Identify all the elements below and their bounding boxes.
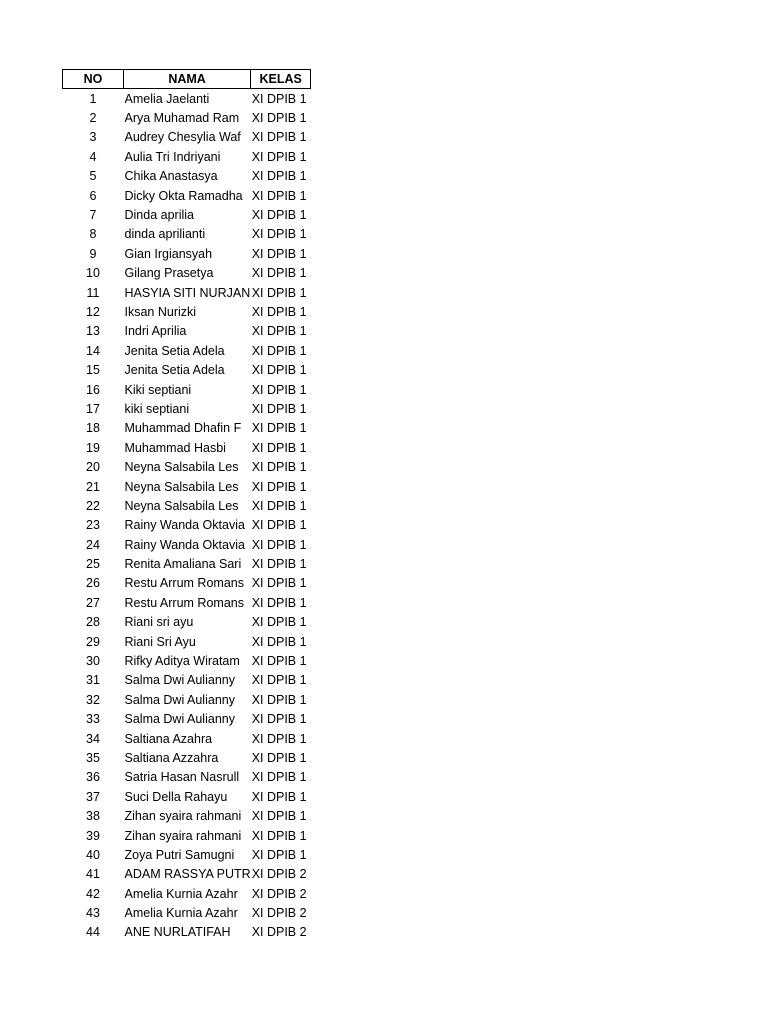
cell-nama: ADAM RASSYA PUTR <box>124 867 251 882</box>
table-row <box>63 671 311 690</box>
table-header-row <box>63 70 311 89</box>
cell-nama: Salma Dwi Aulianny <box>124 712 235 727</box>
cell-nama: Dinda aprilia <box>124 208 194 223</box>
table-row <box>63 302 311 321</box>
cell-no: 28 <box>86 615 100 630</box>
cell-no: 38 <box>86 809 100 824</box>
cell-nama: Indri Aprilia <box>124 324 187 339</box>
cell-no: 1 <box>89 91 97 106</box>
cell-nama: HASYIA SITI NURJAN <box>124 285 251 300</box>
cell-nama: Saltiana Azahra <box>124 731 213 746</box>
table-row <box>63 438 311 457</box>
cell-nama: Neyna Salsabila Les <box>124 479 239 494</box>
student-table <box>62 69 311 942</box>
cell-kelas: XI DPIB 1 <box>251 169 307 184</box>
cell-no: 24 <box>86 537 100 552</box>
cell-nama: Rainy Wanda Oktavia <box>124 518 245 533</box>
table-row <box>63 496 311 515</box>
cell-kelas: XI DPIB 1 <box>251 809 307 824</box>
table-row <box>63 729 311 748</box>
cell-kelas: XI DPIB 1 <box>251 634 307 649</box>
table-row <box>63 593 311 612</box>
cell-kelas: XI DPIB 1 <box>251 731 307 746</box>
cell-no: 4 <box>89 149 97 164</box>
table-row <box>63 264 311 283</box>
cell-kelas: XI DPIB 2 <box>251 867 307 882</box>
table-row <box>63 826 311 845</box>
cell-kelas: XI DPIB 1 <box>251 712 307 727</box>
cell-no: 36 <box>86 770 100 785</box>
table-row <box>63 651 311 670</box>
cell-no: 12 <box>86 304 100 319</box>
table-row <box>63 903 311 922</box>
table-row <box>63 108 311 127</box>
cell-nama: Neyna Salsabila Les <box>124 460 239 475</box>
cell-nama: Saltiana Azzahra <box>124 750 219 765</box>
cell-kelas: XI DPIB 1 <box>251 557 307 572</box>
cell-no: 27 <box>86 595 100 610</box>
cell-no: 39 <box>86 828 100 843</box>
cell-kelas: XI DPIB 1 <box>251 304 307 319</box>
table-row <box>63 884 311 903</box>
cell-kelas: XI DPIB 1 <box>251 343 307 358</box>
cell-nama: Zoya Putri Samugni <box>124 847 235 862</box>
cell-no: 42 <box>86 886 100 901</box>
table-row <box>63 535 311 554</box>
table-row <box>63 806 311 825</box>
cell-nama: Iksan Nurizki <box>124 304 197 319</box>
cell-no: 13 <box>86 324 100 339</box>
cell-nama: Arya Muhamad Ram <box>124 111 240 126</box>
cell-nama: Audrey Chesylia Waf <box>124 130 241 145</box>
cell-no: 26 <box>86 576 100 591</box>
table-row <box>63 283 311 302</box>
cell-nama: Salma Dwi Aulianny <box>124 692 235 707</box>
cell-kelas: XI DPIB 1 <box>251 149 307 164</box>
cell-nama: Riani Sri Ayu <box>124 634 196 649</box>
cell-kelas: XI DPIB 2 <box>251 925 307 940</box>
cell-no: 2 <box>89 111 97 126</box>
cell-no: 30 <box>86 654 100 669</box>
table-row <box>63 457 311 476</box>
cell-kelas: XI DPIB 1 <box>251 750 307 765</box>
cell-nama: dinda aprilianti <box>124 227 206 242</box>
cell-kelas: XI DPIB 1 <box>251 789 307 804</box>
cell-kelas: XI DPIB 1 <box>251 847 307 862</box>
table-row <box>63 845 311 864</box>
table-row <box>63 360 311 379</box>
cell-no: 19 <box>86 440 100 455</box>
cell-kelas: XI DPIB 1 <box>251 421 307 436</box>
cell-kelas: XI DPIB 1 <box>251 615 307 630</box>
header-kelas: KELAS <box>251 70 311 89</box>
cell-nama: Jenita Setia Adela <box>124 363 225 378</box>
cell-kelas: XI DPIB 1 <box>251 285 307 300</box>
cell-kelas: XI DPIB 1 <box>251 382 307 397</box>
cell-kelas: XI DPIB 1 <box>251 188 307 203</box>
cell-nama: Dicky Okta Ramadha <box>124 188 243 203</box>
cell-nama: Renita Amaliana Sari <box>124 557 242 572</box>
table-row <box>63 380 311 399</box>
cell-no: 20 <box>86 460 100 475</box>
cell-no: 23 <box>86 518 100 533</box>
cell-no: 21 <box>86 479 100 494</box>
table-row <box>63 554 311 573</box>
cell-kelas: XI DPIB 1 <box>251 208 307 223</box>
table-row <box>63 167 311 186</box>
header-nama: NAMA <box>124 70 251 89</box>
table-row <box>63 225 311 244</box>
cell-no: 7 <box>89 208 97 223</box>
cell-no: 43 <box>86 906 100 921</box>
table-row <box>63 89 311 109</box>
cell-no: 44 <box>86 925 100 940</box>
cell-no: 9 <box>89 246 97 261</box>
cell-kelas: XI DPIB 1 <box>251 828 307 843</box>
table-row <box>63 690 311 709</box>
cell-kelas: XI DPIB 1 <box>251 111 307 126</box>
cell-no: 3 <box>89 130 97 145</box>
cell-nama: Muhammad Dhafin F <box>124 421 242 436</box>
cell-nama: Rifky Aditya Wiratam <box>124 654 240 669</box>
cell-nama: Muhammad Hasbi <box>124 440 226 455</box>
cell-kelas: XI DPIB 1 <box>251 227 307 242</box>
table-row <box>63 341 311 360</box>
cell-nama: Aulia Tri Indriyani <box>124 149 221 164</box>
table-row <box>63 574 311 593</box>
cell-kelas: XI DPIB 1 <box>251 440 307 455</box>
cell-kelas: XI DPIB 1 <box>251 91 307 106</box>
cell-nama: Restu Arrum Romans <box>124 595 244 610</box>
cell-nama: Amelia Kurnia Azahr <box>124 906 238 921</box>
table-row <box>63 613 311 632</box>
cell-no: 17 <box>86 401 100 416</box>
cell-nama: Rainy Wanda Oktavia <box>124 537 245 552</box>
cell-kelas: XI DPIB 1 <box>251 692 307 707</box>
table-row <box>63 477 311 496</box>
cell-nama: Amelia Jaelanti <box>124 91 210 106</box>
table-row <box>63 865 311 884</box>
cell-nama: kiki septiani <box>124 401 190 416</box>
cell-no: 33 <box>86 712 100 727</box>
table-row <box>63 632 311 651</box>
cell-no: 5 <box>89 169 97 184</box>
cell-nama: Gian Irgiansyah <box>124 246 213 261</box>
cell-kelas: XI DPIB 1 <box>251 479 307 494</box>
cell-no: 37 <box>86 789 100 804</box>
cell-kelas: XI DPIB 1 <box>251 324 307 339</box>
cell-kelas: XI DPIB 2 <box>251 886 307 901</box>
cell-no: 40 <box>86 847 100 862</box>
table-row <box>63 205 311 224</box>
header-no: NO <box>63 70 124 89</box>
cell-no: 11 <box>86 285 100 300</box>
student-list-sheet <box>62 69 311 942</box>
table-row <box>63 768 311 787</box>
cell-no: 35 <box>86 750 100 765</box>
cell-nama: Suci Della Rahayu <box>124 789 228 804</box>
cell-kelas: XI DPIB 1 <box>251 498 307 513</box>
cell-no: 6 <box>89 188 97 203</box>
table-row <box>63 186 311 205</box>
cell-nama: Zihan syaira rahmani <box>124 809 242 824</box>
cell-no: 32 <box>86 692 100 707</box>
cell-kelas: XI DPIB 1 <box>251 518 307 533</box>
table-row <box>63 244 311 263</box>
table-row <box>63 923 311 942</box>
table-row <box>63 128 311 147</box>
cell-no: 16 <box>86 382 100 397</box>
cell-kelas: XI DPIB 1 <box>251 266 307 281</box>
cell-nama: Riani sri ayu <box>124 615 194 630</box>
cell-no: 22 <box>86 498 100 513</box>
cell-kelas: XI DPIB 1 <box>251 673 307 688</box>
table-row <box>63 322 311 341</box>
cell-no: 34 <box>86 731 100 746</box>
cell-nama: Jenita Setia Adela <box>124 343 225 358</box>
cell-no: 15 <box>86 363 100 378</box>
cell-nama: Satria Hasan Nasrull <box>124 770 240 785</box>
cell-kelas: XI DPIB 1 <box>251 576 307 591</box>
cell-nama: Gilang Prasetya <box>124 266 214 281</box>
cell-no: 10 <box>86 266 100 281</box>
cell-nama: Chika Anastasya <box>124 169 218 184</box>
cell-no: 14 <box>86 343 100 358</box>
cell-kelas: XI DPIB 1 <box>251 130 307 145</box>
table-row <box>63 399 311 418</box>
cell-kelas: XI DPIB 1 <box>251 595 307 610</box>
table-row <box>63 787 311 806</box>
cell-kelas: XI DPIB 1 <box>251 246 307 261</box>
cell-no: 41 <box>86 867 100 882</box>
table-row <box>63 748 311 767</box>
cell-nama: Zihan syaira rahmani <box>124 828 242 843</box>
cell-kelas: XI DPIB 1 <box>251 401 307 416</box>
cell-nama: Neyna Salsabila Les <box>124 498 239 513</box>
cell-kelas: XI DPIB 1 <box>251 537 307 552</box>
cell-nama: Amelia Kurnia Azahr <box>124 886 238 901</box>
cell-kelas: XI DPIB 2 <box>251 906 307 921</box>
table-row <box>63 710 311 729</box>
cell-kelas: XI DPIB 1 <box>251 770 307 785</box>
cell-kelas: XI DPIB 1 <box>251 654 307 669</box>
cell-nama: ANE NURLATIFAH <box>124 925 231 940</box>
table-row <box>63 147 311 166</box>
cell-nama: Salma Dwi Aulianny <box>124 673 235 688</box>
cell-nama: Kiki septiani <box>124 382 192 397</box>
cell-no: 31 <box>86 673 100 688</box>
table-row <box>63 419 311 438</box>
cell-kelas: XI DPIB 1 <box>251 363 307 378</box>
cell-no: 18 <box>86 421 100 436</box>
cell-kelas: XI DPIB 1 <box>251 460 307 475</box>
cell-no: 29 <box>86 634 100 649</box>
cell-no: 8 <box>89 227 97 242</box>
cell-no: 25 <box>86 557 100 572</box>
table-row <box>63 516 311 535</box>
cell-nama: Restu Arrum Romans <box>124 576 244 591</box>
